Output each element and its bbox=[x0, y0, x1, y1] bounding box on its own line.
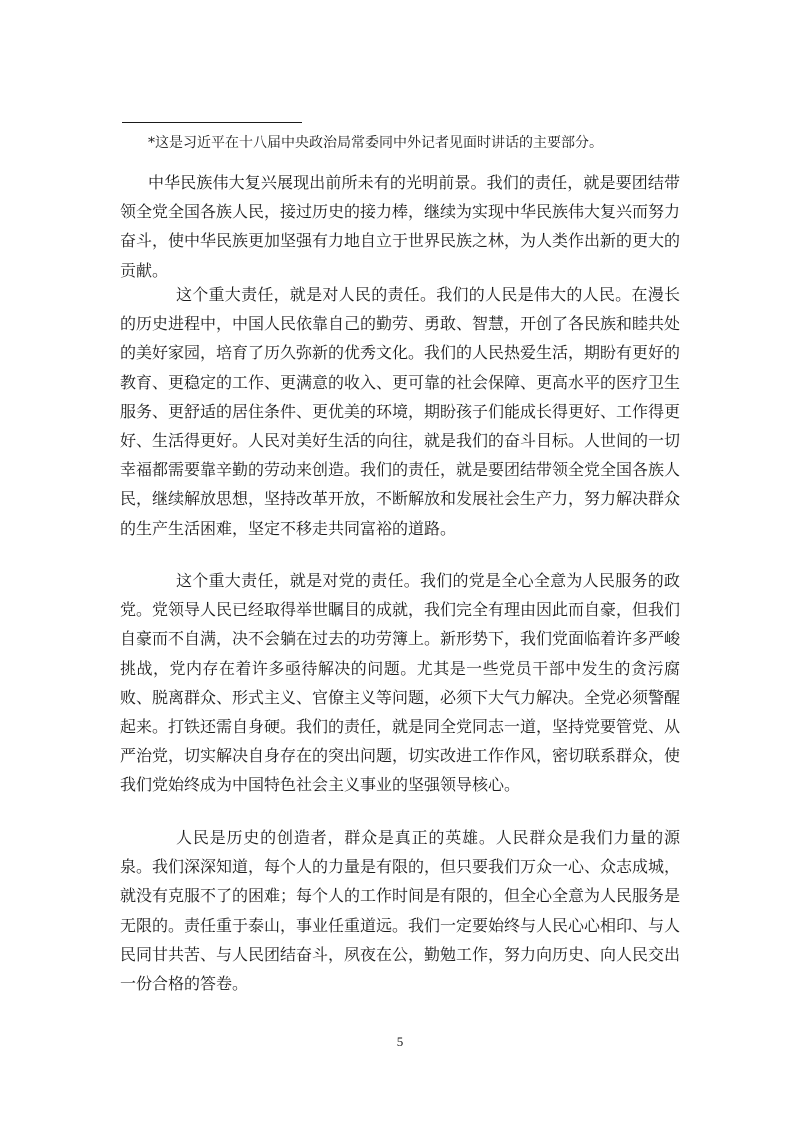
paragraph-4: 人民是历史的创造者，群众是真正的英雄。人民群众是我们力量的源泉。我们深深知道，每个人的力量是有限的，但只要我们万众一心、众志成城，就没有克服不了的困难；每个人的工作时间是有限的，但全心全意为人民服务是无限的。责任重于泰山，事业任重道远。我们一定要始终与人民心心相印、与人民同甘共苦、与人民团结奋斗，夙夜在公，勤勉工作，努力向历史、向人民交出一份合格的答卷。 bbox=[120, 828, 681, 994]
footnote-separator bbox=[122, 122, 302, 123]
page-number: 5 bbox=[396, 1034, 404, 1049]
paragraph-1: 中华民族伟大复兴展现出前所未有的光明前景。我们的责任，就是要团结带领全党全国各族人民，接过历史的接力棒，继续为实现中华民族伟大复兴而努力奋斗，使中华民族更加坚强有力地自立于世界民族之林，为人类作出新的更大的贡献。 bbox=[120, 173, 681, 280]
paragraph-2: 这个重大责任，就是对人民的责任。我们的人民是伟大的人民。在漫长的历史进程中，中国人民依靠自己的勤劳、勇敢、智慧，开创了各民族和睦共处的美好家园，培育了历久弥新的优秀文化。我们的人民热爱生活，期盼有更好的教育、更稳定的工作、更满意的收入、更可靠的社会保障、更高水平的医疗卫生服务、更舒适的居住条件、更优美的环境，期盼孩子们能成长得更好、工作得更好、生活得更好。人民对美好生活的向往，就是我们的奋斗目标。人世间的一切幸福都需要靠辛勤的劳动来创造。我们的责任，就是要团结带领全党全国各族人民，继续解放思想，坚持改革开放，不断解放和发展社会生产力，努力解决群众的生产生活困难，坚定不移走共同富裕的道路。 bbox=[120, 285, 681, 538]
footnote: *这是习近平在十八届中央政治局常委同中外记者见面时讲话的主要部分。 bbox=[148, 135, 603, 151]
paragraph-3: 这个重大责任，就是对党的责任。我们的党是全心全意为人民服务的政党。党领导人民已经取得举世瞩目的成就，我们完全有理由因此而自豪，但我们自豪而不自满，决不会躺在过去的功劳簿上。新形势下，我们党面临着许多严峻挑战，党内存在着许多亟待解决的问题。尤其是一些党员干部中发生的贪污腐败、脱离群众、形式主义、官僚主义等问题，必须下大气力解决。全党必须警醒起来。打铁还需自身硬。我们的责任，就是同全党同志一道，坚持党要管党、从严治党，切实解决自身存在的突出问题，切实改进工作作风，密切联系群众，使我们党始终成为中国特色社会主义事业的坚强领导核心。 bbox=[120, 571, 681, 795]
